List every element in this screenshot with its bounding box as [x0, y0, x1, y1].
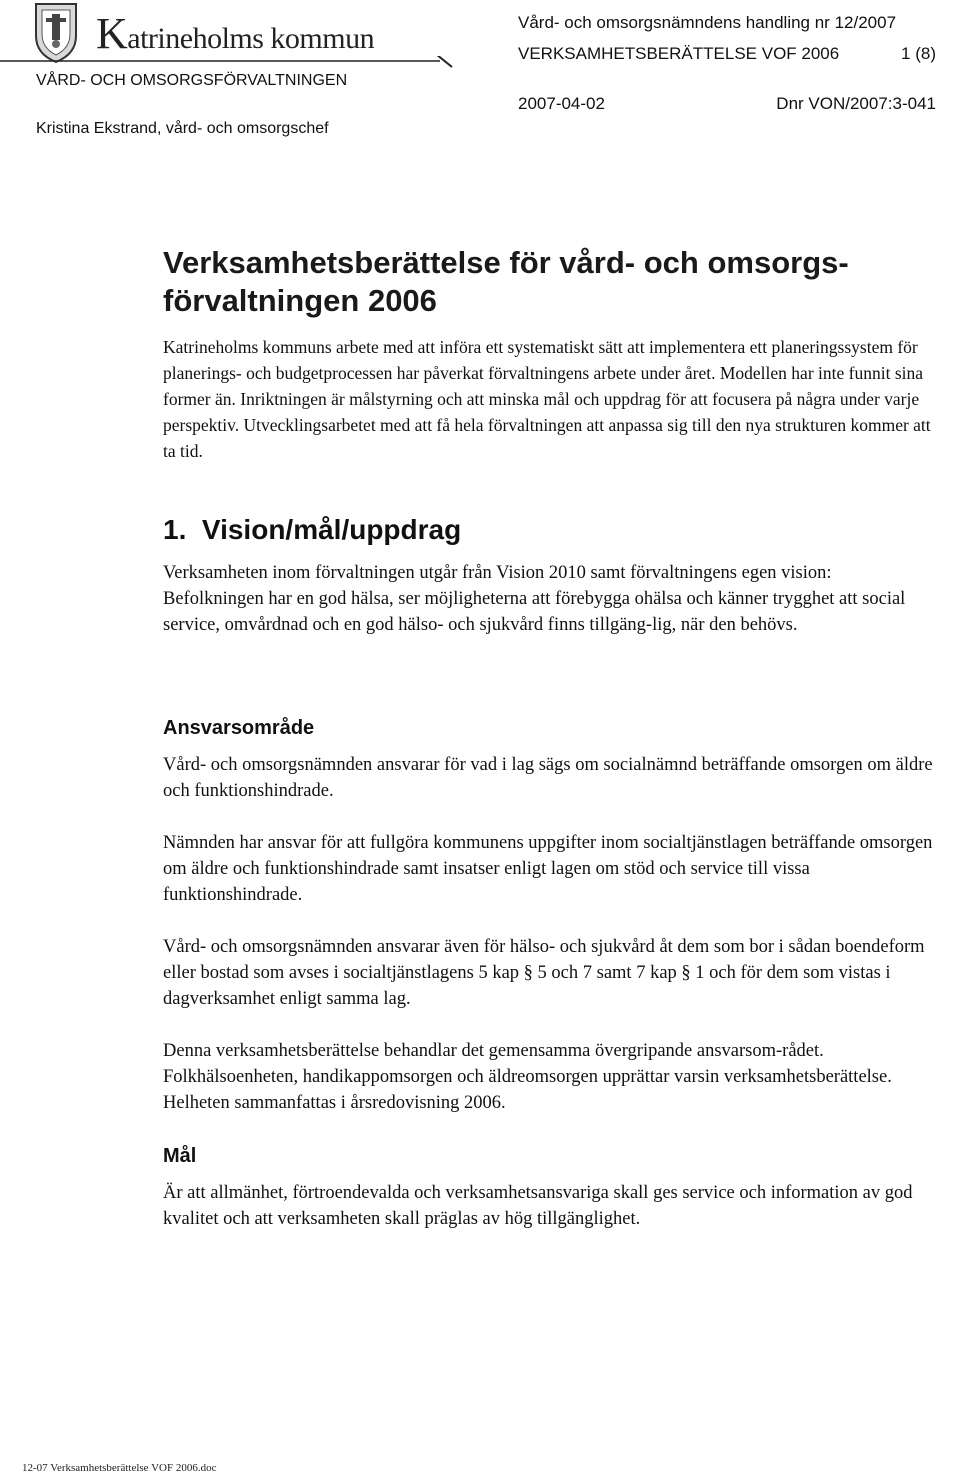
vision-intro: Verksamheten inom förvaltningen utgår från Vision 2010 samt förvaltningens egen vision:: [163, 563, 832, 583]
document-date: 2007-04-02: [518, 94, 605, 113]
mal-paragraph: Är att allmänhet, förtroendevalda och verksamhetsansvariga skall ges service och information av god kvalitet och att verksamheten skall präglas av hög tillgänglighet.: [163, 1183, 913, 1229]
ansvar-paragraph-4: Denna verksamhetsberättelse behandlar det gemensamma övergripande ansvarsom-rådet. Folkhälsoenheten, handikappomsorgen och äldreomsorgen upprättar varsin verksamhetsberättelse. Helheten sammanfattas i årsredovisning 2006.: [163, 1041, 892, 1113]
logo-underline: [0, 56, 456, 68]
page-title-line-2: förvaltningen 2006: [163, 283, 437, 318]
page-title: [163, 244, 943, 320]
author: Kristina Ekstrand, vård- och omsorgschef: [36, 120, 329, 137]
kommun-name-rest: atrineholms kommun: [127, 22, 375, 55]
municipal-crest-icon: [32, 0, 80, 64]
page-number: 1 (8): [901, 44, 936, 63]
ansvarsomrade-heading: Ansvarsområde: [163, 717, 315, 739]
ansvar-paragraph-3: Vård- och omsorgsnämnden ansvarar även för hälso- och sjukvård åt dem som bor i sådan boendeform eller bostad som avses i socialtjänstlagens 5 kap § 5 och 7 samt 7 kap § 1 och för dem som vistas i dagverksamhet enligt samma lag.: [163, 937, 925, 1009]
kommun-name: [96, 9, 375, 58]
vision-statement: Befolkningen har en god hälsa, ser möjligheterna att förebygga ohälsa och känner trygghet att social service, omvårdnad och en god hälso- och sjukvård finns tillgäng-lig, när den behövs.: [163, 589, 906, 635]
handling-number: Vård- och omsorgsnämndens handling nr 12/2007: [518, 13, 897, 32]
page-title-line-1: Verksamhetsberättelse för vård- och omsorgs-: [163, 245, 849, 280]
vision-paragraph: [163, 560, 943, 638]
forvaltning-name: VÅRD- OCH OMSORGSFÖRVALTNINGEN: [36, 72, 348, 89]
ansvar-paragraph-2: Nämnden har ansvar för att fullgöra kommunens uppgifter inom socialtjänstlagen beträffande omsorgen om äldre och funktionshindrade samt insatser enligt lagen om stöd och service till vissa funktionshindrade.: [163, 833, 933, 905]
kommun-initial: K: [96, 9, 128, 58]
mal-heading: Mål: [163, 1145, 197, 1167]
intro-paragraph: Katrineholms kommuns arbete med att införa ett systematiskt sätt att implementera ett planeringssystem för planerings- och budgetprocessen har påverkat förvaltningens arbete under året. Modellen har inte funnit sina former än. Inriktningen är målstyrning och att minska mål och uppdrag för att focusera på några under varje perspektiv. Utvecklingsarbetet med att få hela förvaltningen att anpassa sig till den nya strukturen kommer att ta tid.: [163, 337, 931, 461]
footer-filename: 12-07 Verksamhetsberättelse VOF 2006.doc: [22, 1462, 217, 1474]
document-title: VERKSAMHETSBERÄTTELSE VOF 2006: [518, 44, 840, 63]
section-heading: 1. Vision/mål/uppdrag: [163, 514, 462, 545]
ansvar-paragraph-1: Vård- och omsorgsnämnden ansvarar för vad i lag sägs om socialnämnd beträffande omsorgen om äldre och funktionshindrade.: [163, 755, 933, 801]
diary-number: Dnr VON/2007:3-041: [776, 94, 936, 113]
